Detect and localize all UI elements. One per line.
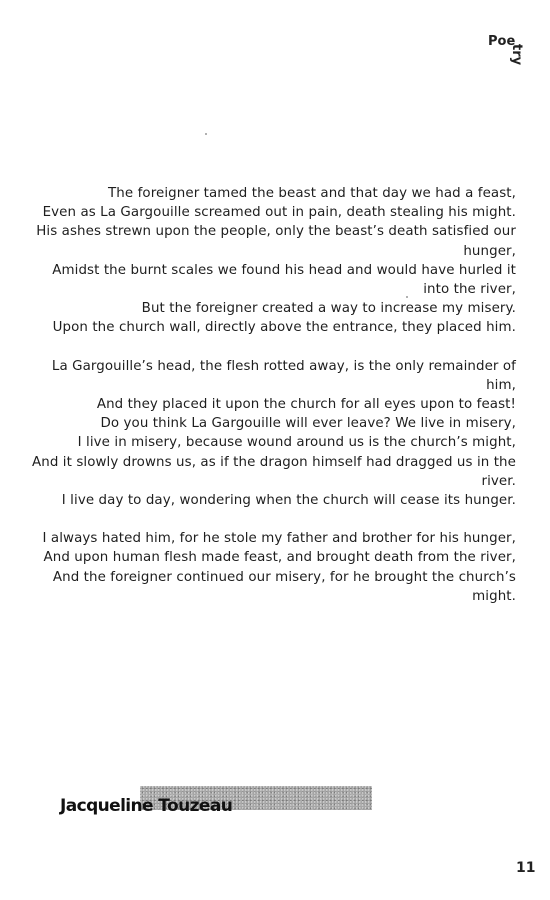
poem-line: But the foreigner created a way to increase my misery. (141, 301, 516, 317)
poem-line: And upon human flesh made feast, and brought death from the river, (43, 550, 516, 566)
poem-stanza (10, 529, 516, 606)
poem-line: river. (481, 473, 516, 489)
poem-line: hunger, (463, 243, 516, 259)
poem-line: him, (486, 377, 516, 393)
poem-line: Even as La Gargouille screamed out in pain, death stealing his might. (42, 205, 516, 221)
poem-stanza (10, 184, 516, 338)
poem-line: Upon the church wall, directly above the entrance, they placed him. (52, 320, 516, 336)
poem-line: La Gargouille’s head, the flesh rotted away, is the only remainder of (51, 358, 516, 374)
poem-line: into the river, (423, 282, 516, 298)
poem-line: And the foreigner continued our misery, for he brought the church’s (52, 569, 516, 585)
author-name: Jacqueline Touzeau (60, 796, 233, 816)
author-block (60, 786, 320, 818)
poem-line: The foreigner tamed the beast and that day we had a feast, (108, 186, 516, 201)
poem-line: His ashes strewn upon the people, only the beast’s death satisfied our (36, 224, 516, 240)
poem-line: And they placed it upon the church for all eyes upon to feast! (96, 397, 516, 413)
poem-line: I live in misery, because wound around us is the church’s might, (77, 435, 516, 451)
poem-line: I always hated him, for he stole my father and brother for his hunger, (42, 531, 516, 547)
poem-line: might. (472, 588, 516, 604)
poem-line: Amidst the burnt scales we found his head and would have hurled it (52, 262, 516, 278)
poem-line: I live day to day, wondering when the church will cease its hunger. (61, 493, 516, 509)
section-tab (488, 34, 540, 84)
page-number: 11 (516, 860, 536, 876)
poem-stanza (10, 357, 516, 511)
poem-line: Do you think La Gargouille will ever leave? We live in misery, (100, 416, 516, 432)
poem-line: And it slowly drowns us, as if the dragon himself had dragged us in the (31, 454, 516, 470)
poem (10, 184, 516, 625)
section-tab-part-b: try (509, 44, 524, 66)
section-tab-part-a: Poe (488, 34, 516, 49)
print-speck (205, 133, 207, 135)
